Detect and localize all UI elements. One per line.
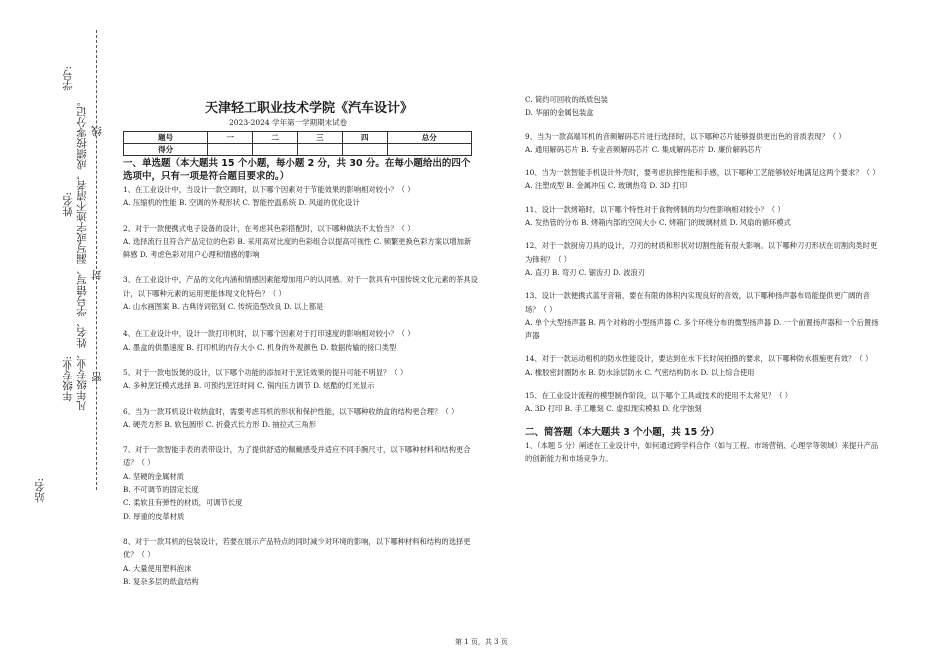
answer-option[interactable]: D. 华丽的金属包装盒 bbox=[525, 108, 594, 118]
answer-option[interactable]: A. 山水画图案 B. 古典诗词铭刻 C. 传统造型改良 D. 以上都是 bbox=[123, 302, 324, 312]
answer-option[interactable]: B. 复杂多层的纸盒结构 bbox=[123, 576, 199, 586]
question-item bbox=[123, 222, 478, 262]
left-column bbox=[123, 157, 478, 588]
question-item bbox=[123, 366, 478, 393]
score-input-cell[interactable] bbox=[253, 144, 298, 156]
answer-option[interactable]: C. 简约可回收的纸质包装 bbox=[525, 95, 608, 104]
question-stem: 3、在工业设计中，产品的文化内涵和情感因素能增加用户的认同感。对于一款具有中国传统文化元素的茶具设计，以下哪种元素的运用更能体现文化特色？（ ） bbox=[123, 275, 478, 298]
seal-mark-seal: 封 bbox=[91, 270, 103, 281]
question-item bbox=[525, 130, 880, 157]
score-row-label: 得分 bbox=[124, 144, 208, 156]
seal-mark-close: 密 bbox=[91, 372, 103, 383]
question-stem: 8、对于一款耳机的包装设计，若要在展示产品特点的同时减少对环境的影响，以下哪种材料和结构的选择更优？（ ） bbox=[123, 536, 471, 560]
student-id-label: 学号: bbox=[62, 66, 74, 91]
score-table-score-row bbox=[124, 144, 472, 156]
answer-option[interactable]: A. 大量使用塑料泡沫 bbox=[123, 563, 192, 573]
grade-major-label: 年级专业: bbox=[62, 356, 74, 402]
score-input-cell[interactable] bbox=[387, 144, 471, 156]
answer-option[interactable]: A. 直刃 B. 弯刃 C. 锯齿刃 D. 波浪刃 bbox=[525, 267, 646, 277]
answer-option[interactable]: A. 橡胶密封圈防水 B. 防水涂层防水 C. 气密结构防水 D. 以上综合使用 bbox=[525, 367, 755, 377]
question-stem: 4、在工业设计中，设计一款打印机时，以下哪个因素对于打印速度的影响相对较小？（ ） bbox=[123, 329, 415, 339]
score-header-cell: 总分 bbox=[387, 132, 471, 144]
answer-option[interactable]: A. 3D 打印 B. 手工雕刻 C. 虚拟现实模拟 D. 化学蚀刻 bbox=[525, 404, 702, 414]
name-label: 姓名: bbox=[62, 192, 74, 217]
question-item bbox=[123, 535, 478, 588]
score-header-cell: 二 bbox=[253, 132, 298, 144]
score-input-cell[interactable] bbox=[208, 144, 253, 156]
page-footer: 第 1 页，共 3 页 bbox=[455, 638, 508, 646]
right-question-list bbox=[525, 93, 880, 416]
section2-heading: 二、简答题（本大题共 3 个小题，共 15 分） bbox=[525, 426, 720, 438]
binding-notice: 凡年级专业、姓名、学号错写、漏写或字迹不清者，成绩按零分记。 bbox=[76, 96, 88, 411]
question-item bbox=[525, 352, 880, 379]
answer-option[interactable]: D. 厚重的皮革材质 bbox=[123, 511, 185, 521]
score-header-cell: 三 bbox=[297, 132, 342, 144]
question-stem: 10、当为一款智能手机设计外壳时，要考虑抗摔性能和手感，以下哪种工艺能够较好地满足这两个要求？（ ） bbox=[525, 168, 880, 178]
section1-heading: 一、单选题（本大题共 15 个小题，每小题 2 分，共 30 分。在每小题给出的四个选项中，只有一项是符合题目要求的。） bbox=[123, 158, 471, 182]
question-stem: 5、对于一款电饭煲的设计，以下哪个功能的添加对于烹饪效果的提升可能不明显？（ ） bbox=[123, 367, 408, 377]
question-item bbox=[123, 405, 478, 432]
question-stem: 7、对于一款智能手表的表带设计，为了提供舒适的佩戴感受并适应不同手腕尺寸，以下哪种材料和结构更合适？（ ） bbox=[123, 445, 471, 468]
left-question-list bbox=[123, 183, 478, 588]
question-item bbox=[525, 166, 880, 193]
answer-option[interactable]: A. 硬壳方形 B. 软包圆形 C. 折叠式长方形 D. 抽拉式三角形 bbox=[123, 419, 316, 429]
answer-option[interactable]: A. 坚硬的金属材质 bbox=[123, 471, 184, 481]
question-item bbox=[123, 183, 478, 210]
right-column bbox=[525, 93, 880, 465]
score-header-cell: 一 bbox=[208, 132, 253, 144]
question-stem: 11、设计一款烤箱时，以下哪个特性对于食物烤制的均匀性影响相对较小？（ ） bbox=[525, 204, 785, 214]
question-item bbox=[525, 389, 880, 416]
score-input-cell[interactable] bbox=[342, 144, 387, 156]
seal-mark-line: 线 bbox=[91, 126, 103, 137]
question-item bbox=[123, 273, 478, 313]
answer-option[interactable]: A. 发热管的分布 B. 烤箱内部的空间大小 C. 烤箱门的玻璃材质 D. 风扇的循环模式 bbox=[525, 218, 791, 228]
answer-option[interactable]: A. 压缩机的性能 B. 空调的外观形状 C. 智能控温系统 D. 风道的优化设计 bbox=[123, 198, 360, 208]
answer-option[interactable]: A. 注塑成型 B. 金属冲压 C. 玻璃热弯 D. 3D 打印 bbox=[525, 181, 688, 191]
answer-option[interactable]: B. 不可调节的固定长度 bbox=[123, 485, 199, 495]
question-item bbox=[123, 327, 478, 354]
question-stem: 12、对于一款厨房刀具的设计，刀刃的材质和形状对切割性能有很大影响。以下哪种刀刃形状在切割肉类时更为锋利？（ ） bbox=[525, 241, 878, 264]
answer-option[interactable]: A. 选择流行且符合产品定位的色彩 B. 采用高对比度的色彩组合以提高可视性 C. 频繁更换色彩方案以增加新鲜感 D. 考虑色彩对用户心理和情感的影响 bbox=[123, 236, 472, 260]
score-table bbox=[123, 131, 472, 156]
question-stem: 13、设计一款便携式蓝牙音箱，要在有限的体积内实现良好的音效，以下哪种扬声器布局能提供更广阔的音场？（ ） bbox=[525, 291, 870, 314]
station-label: 站名: bbox=[34, 478, 46, 503]
question-stem: 2、对于一款便携式电子设备的设计，在考虑其色彩搭配时，以下哪种做法不太恰当？（ ） bbox=[123, 223, 415, 233]
score-header-cell: 题号 bbox=[124, 132, 208, 144]
question-stem: 6、当为一款耳机设计收纳盒时，需要考虑耳机的形状和保护性能，以下哪种收纳盒的结构更合理？（ ） bbox=[123, 406, 459, 416]
score-header-cell: 四 bbox=[342, 132, 387, 144]
question-stem: 1、在工业设计中，当设计一款空调时，以下哪个因素对于节能效果的影响相对较小？（ ） bbox=[123, 185, 415, 194]
exam-subtitle: 2023-2024 学年第一学期期末试卷 bbox=[229, 118, 348, 127]
score-table-header-row bbox=[124, 132, 472, 144]
question-item bbox=[525, 203, 880, 230]
answer-option[interactable]: A. 单个大型扬声器 B. 两个对称的小型扬声器 C. 多个环绕分布的微型扬声器 D. 一个前置扬声器和一个后置扬声器 bbox=[525, 317, 879, 341]
answer-option[interactable]: C. 柔软且有弹性的材质，可调节长度 bbox=[123, 498, 243, 508]
answer-option[interactable]: A. 墨盒的供墨速度 B. 打印机的内存大小 C. 机身的外观颜色 D. 数据传输的接口类型 bbox=[123, 342, 397, 352]
question-item bbox=[525, 93, 880, 120]
question-stem: 14、对于一款运动相机的防水性能设计，要达到在水下长时间拍摄的要求，以下哪种防水措施更有效？（ ） bbox=[525, 354, 873, 364]
seal-dashed-line bbox=[96, 30, 97, 490]
answer-option[interactable]: A. 通用解码芯片 B. 专业音频解码芯片 C. 集成解码芯片 D. 廉价解码芯片 bbox=[525, 144, 762, 154]
question-item bbox=[525, 239, 880, 279]
question-stem: 15、在工业设计流程的模型制作阶段，以下哪个工具或技术的使用不太常见？（ ） bbox=[525, 391, 792, 401]
question-item bbox=[525, 289, 880, 342]
question-stem: 9、当为一款高端耳机的音频解码芯片进行选择时，以下哪种芯片能够提供更出色的音质表现？（ ） bbox=[525, 131, 846, 141]
exam-title: 天津轻工职业技术学院《汽车设计》 bbox=[205, 101, 414, 116]
question-item bbox=[123, 443, 478, 523]
short-answer-question: 1、（本题 5 分）阐述在工业设计中，如何通过跨学科合作（如与工程、市场营销、心理学等领域）来提升产品的创新能力和市场竞争力。 bbox=[525, 440, 879, 463]
answer-option[interactable]: A. 多种烹饪模式选择 B. 可预约烹饪时间 C. 锅内压力调节 D. 炫酷的灯光显示 bbox=[123, 381, 375, 391]
score-input-cell[interactable] bbox=[297, 144, 342, 156]
